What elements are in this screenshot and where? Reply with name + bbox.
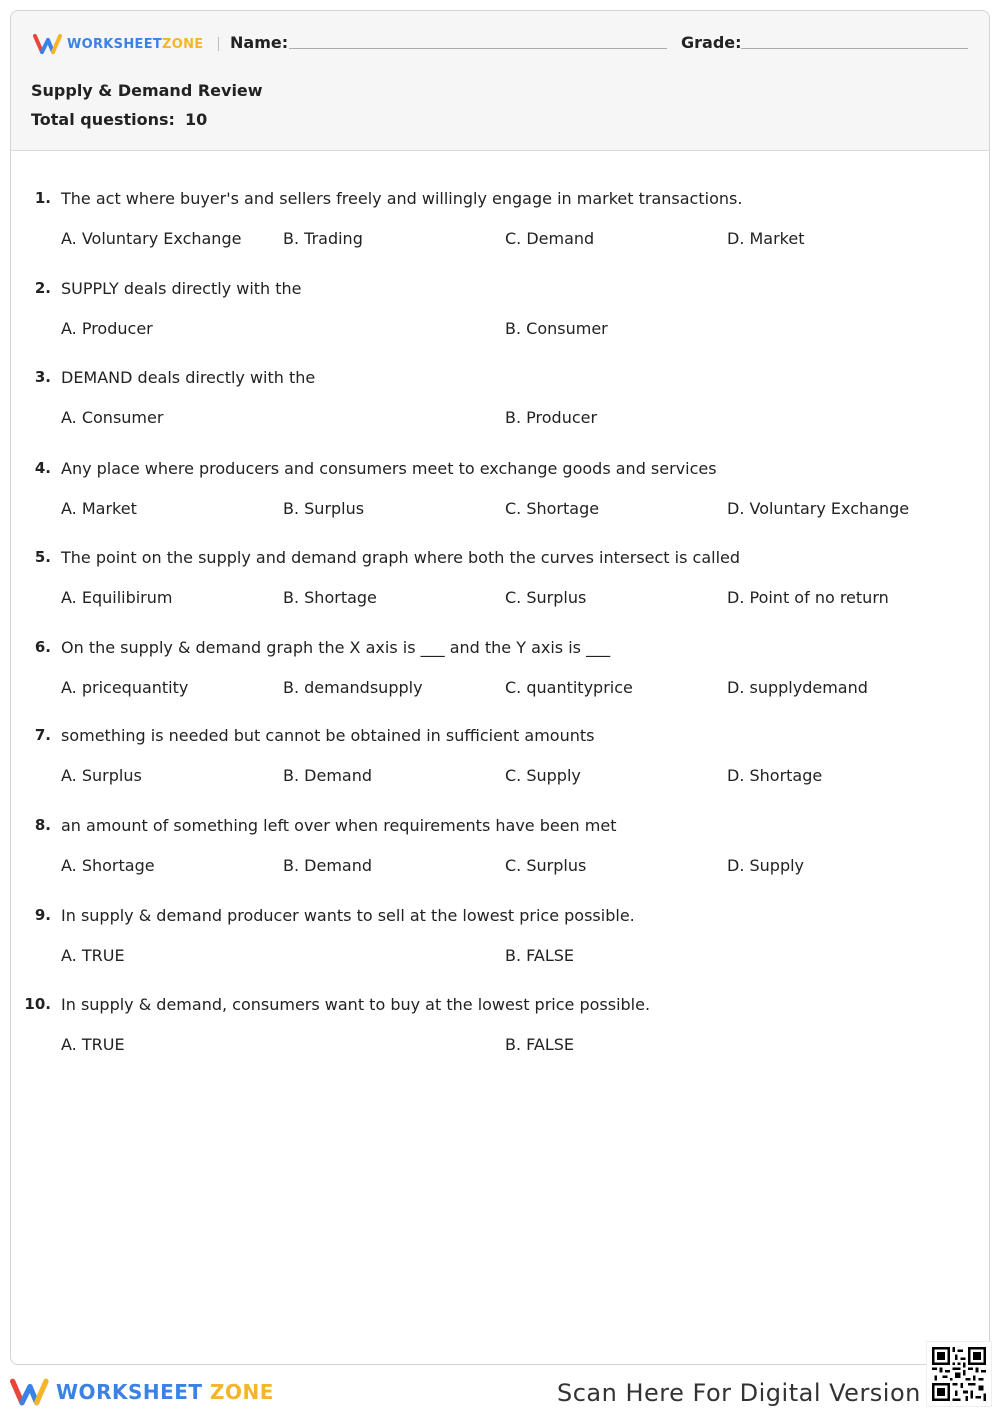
question-text: In supply & demand, consumers want to buy at the lowest price possible. [61,995,651,1014]
footer-brand-logo [10,1377,274,1407]
option-c[interactable]: C. quantityprice [505,678,633,697]
option-b[interactable]: B. Shortage [283,588,377,607]
option-b[interactable]: B. Consumer [505,319,608,338]
option-a[interactable]: A. pricequantity [61,678,189,697]
option-b[interactable]: B. FALSE [505,1035,575,1054]
brand-w-icon [10,1377,50,1407]
question-number: 5. [34,548,51,566]
question-text: DEMAND deals directly with the [61,368,316,387]
question-number: 6. [34,638,51,656]
total-questions [31,110,207,129]
brand-w-icon [33,33,63,55]
option-c[interactable]: C. Demand [505,229,595,248]
worksheet-header [11,11,989,151]
question-text: Any place where producers and consumers meet to exchange goods and services [61,459,717,478]
option-c[interactable]: C. Surplus [505,588,587,607]
total-questions-value: 10 [184,110,208,129]
question-number: 3. [34,368,51,386]
option-b[interactable]: B. Demand [283,766,372,785]
question-text: The point on the supply and demand graph where both the curves intersect is called [61,548,741,567]
option-c[interactable]: C. Supply [505,766,581,785]
question-number: 4. [34,459,51,477]
scan-caption: Scan Here For Digital Version [557,1379,921,1407]
question-number: 8. [34,816,51,834]
option-a[interactable]: A. Voluntary Exchange [61,229,242,248]
grade-field-line[interactable] [741,48,968,49]
option-d[interactable]: D. Supply [727,856,805,875]
brand-word-2: ZONE [210,1380,274,1404]
page-footer [0,1365,1000,1414]
option-b[interactable]: B. Demand [283,856,372,875]
option-a[interactable]: A. Consumer [61,408,164,427]
option-c[interactable]: C. Shortage [505,499,600,518]
option-b[interactable]: B. demandsupply [283,678,423,697]
question-number: 1. [34,189,51,207]
brand-word-2: ZONE [162,36,204,52]
brand-divider [218,37,219,51]
option-b[interactable]: B. Surplus [283,499,365,518]
name-label: Name: [230,33,289,52]
brand-name [67,37,204,52]
question-text: On the supply & demand graph the X axis is ___ and the Y axis is ___ [61,638,611,657]
option-b[interactable]: B. FALSE [505,946,575,965]
option-d[interactable]: D. Voluntary Exchange [727,499,910,518]
question-number: 2. [34,279,51,297]
option-a[interactable]: A. Producer [61,319,153,338]
option-b[interactable]: B. Producer [505,408,598,427]
question-number: 7. [34,726,51,744]
footer-brand-name [56,1380,274,1404]
option-d[interactable]: D. Market [727,229,805,248]
qr-code-icon[interactable] [926,1341,992,1407]
question-text: SUPPLY deals directly with the [61,279,302,298]
option-c[interactable]: C. Surplus [505,856,587,875]
worksheet-title: Supply & Demand Review [31,81,263,100]
question-text: The act where buyer's and sellers freely and willingly engage in market transactions. [61,189,743,208]
question-number: 10. [24,995,51,1013]
option-b[interactable]: B. Trading [283,229,363,248]
question-text: something is needed but cannot be obtained in sufficient amounts [61,726,595,745]
total-questions-label: Total questions: [31,110,175,129]
worksheet-sheet [10,10,990,1365]
option-d[interactable]: D. Shortage [727,766,823,785]
option-a[interactable]: A. Surplus [61,766,142,785]
grade-label: Grade: [681,33,742,52]
option-d[interactable]: D. supplydemand [727,678,868,697]
option-a[interactable]: A. Equilibirum [61,588,173,607]
name-field-line[interactable] [289,48,667,49]
question-text: In supply & demand producer wants to sell at the lowest price possible. [61,906,635,925]
option-a[interactable]: A. TRUE [61,1035,125,1054]
brand-word-1: WORKSHEET [67,36,163,52]
option-a[interactable]: A. Shortage [61,856,155,875]
question-text: an amount of something left over when requirements have been met [61,816,617,835]
brand-logo [33,33,219,55]
option-d[interactable]: D. Point of no return [727,588,889,607]
qr-code-graphic [932,1347,986,1401]
option-a[interactable]: A. TRUE [61,946,125,965]
option-a[interactable]: A. Market [61,499,137,518]
brand-word-1: WORKSHEET [56,1380,203,1404]
question-number: 9. [34,906,51,924]
